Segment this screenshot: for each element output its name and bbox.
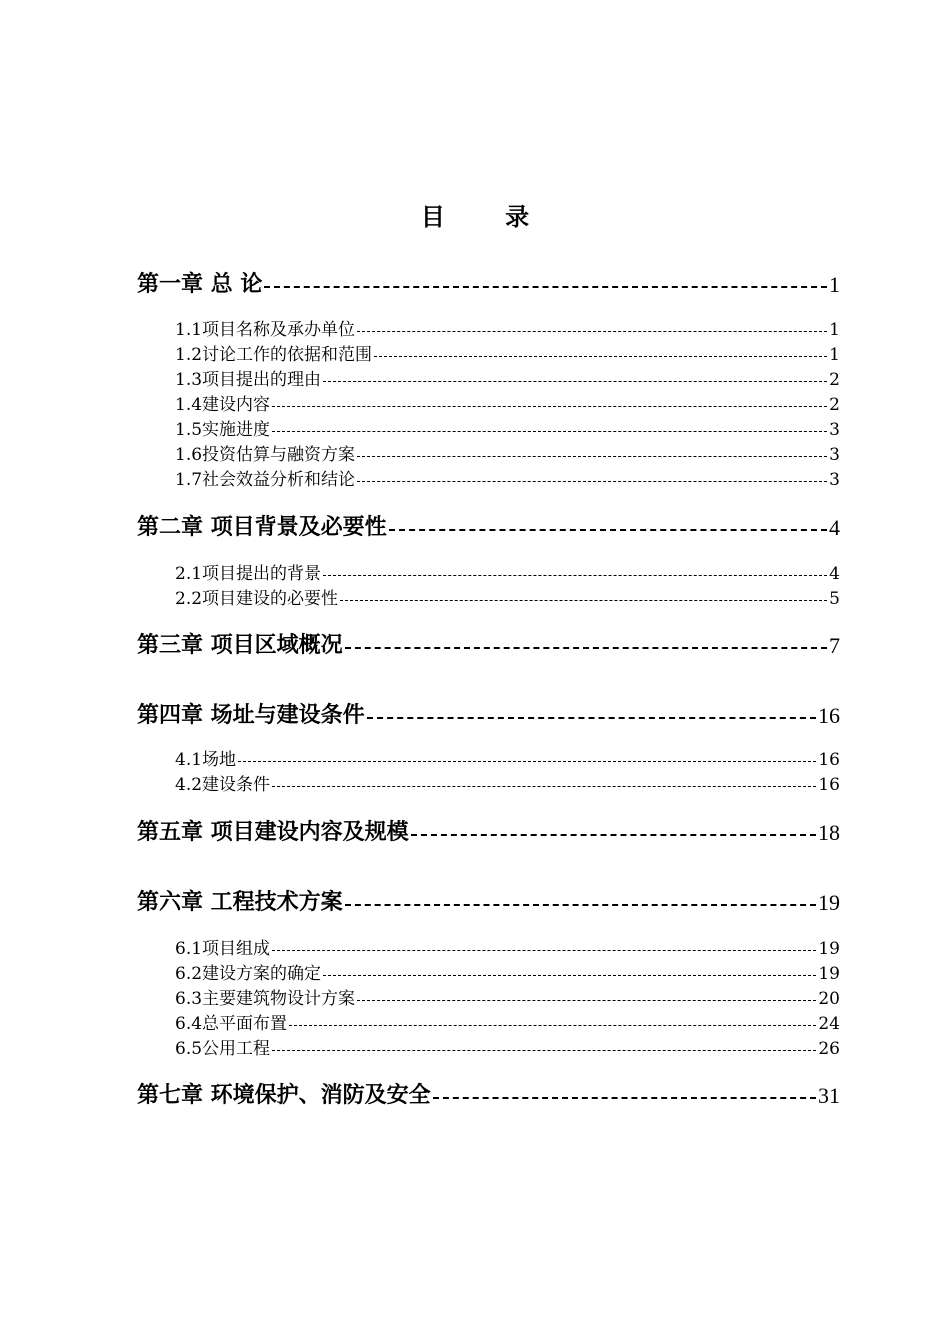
- toc-page-number: 2: [829, 370, 840, 390]
- toc-leader: [357, 1000, 816, 1001]
- toc-chapter-title: 第二章 项目背景及必要性: [137, 515, 387, 540]
- toc-chapter-6[interactable]: [137, 886, 840, 916]
- toc-section-1-7[interactable]: [175, 468, 840, 490]
- toc-page-number: 1: [829, 320, 840, 340]
- toc-page-number: 4: [829, 515, 840, 540]
- toc-page-number: 1: [829, 272, 840, 297]
- toc-chapter-title: 第六章 工程技术方案: [137, 890, 343, 915]
- toc-page-number: 26: [818, 1039, 840, 1059]
- toc-section-title: 2.2项目建设的必要性: [175, 589, 339, 609]
- toc-leader: [357, 481, 827, 482]
- toc-section-title: 6.4总平面布置: [175, 1014, 288, 1034]
- toc-section-title: 1.3项目提出的理由: [175, 370, 322, 390]
- toc-section-2-2[interactable]: [175, 587, 840, 609]
- toc-page-number: 16: [818, 775, 840, 795]
- toc-leader: [340, 600, 827, 601]
- toc-leader: [272, 406, 827, 407]
- toc-leader: [272, 431, 827, 432]
- toc-section-6-5[interactable]: [175, 1037, 840, 1059]
- toc-section-title: 6.3主要建筑物设计方案: [175, 989, 356, 1009]
- toc-section-6-1[interactable]: [175, 937, 840, 959]
- toc-page-number: 31: [818, 1083, 840, 1108]
- toc-section-6-4[interactable]: [175, 1012, 840, 1034]
- toc-leader: [374, 356, 827, 357]
- toc-page-number: 24: [818, 1014, 840, 1034]
- toc-leader: [238, 761, 816, 762]
- toc-section-title: 1.2讨论工作的依据和范围: [175, 345, 373, 365]
- toc-leader: [345, 647, 827, 649]
- toc-chapter-title: 第一章 总 论: [137, 272, 263, 297]
- toc-section-title: 1.5实施进度: [175, 420, 271, 440]
- toc-section-title: 4.1场地: [175, 750, 237, 770]
- toc-section-1-2[interactable]: [175, 343, 840, 365]
- toc-section-6-2[interactable]: [175, 962, 840, 984]
- toc-leader: [272, 950, 816, 951]
- toc-leader: [345, 904, 816, 906]
- toc-page-number: 16: [818, 750, 840, 770]
- toc-section-1-6[interactable]: [175, 443, 840, 465]
- toc-section-title: 1.4建设内容: [175, 395, 271, 415]
- toc-section-title: 4.2建设条件: [175, 775, 271, 795]
- toc-section-4-1[interactable]: [175, 748, 840, 770]
- toc-page-number: 19: [818, 964, 840, 984]
- toc-chapter-7[interactable]: [137, 1079, 840, 1109]
- toc-section-title: 1.7社会效益分析和结论: [175, 470, 356, 490]
- toc-leader: [323, 975, 816, 976]
- toc-page-number: 19: [818, 939, 840, 959]
- toc-chapter-2[interactable]: [137, 511, 840, 541]
- toc-leader: [272, 786, 816, 787]
- toc-section-6-3[interactable]: [175, 987, 840, 1009]
- toc-chapter-title: 第四章 场址与建设条件: [137, 703, 365, 728]
- toc-page-number: 3: [829, 445, 840, 465]
- toc-leader: [433, 1097, 816, 1099]
- toc-section-1-5[interactable]: [175, 418, 840, 440]
- toc-leader: [323, 575, 827, 576]
- toc-chapter-1[interactable]: [137, 268, 840, 298]
- toc-page-number: 19: [818, 890, 840, 915]
- toc-page-number: 3: [829, 470, 840, 490]
- toc-leader: [264, 286, 827, 288]
- toc-section-title: 1.1项目名称及承办单位: [175, 320, 356, 340]
- toc-page-number: 16: [818, 703, 840, 728]
- toc-leader: [357, 331, 827, 332]
- toc-page-number: 7: [829, 633, 840, 658]
- toc-leader: [272, 1050, 816, 1051]
- toc-page-number: 1: [829, 345, 840, 365]
- toc-section-title: 1.6投资估算与融资方案: [175, 445, 356, 465]
- toc-page-number: 5: [829, 589, 840, 609]
- toc-section-title: 6.1项目组成: [175, 939, 271, 959]
- toc-section-1-3[interactable]: [175, 368, 840, 390]
- toc-leader: [389, 529, 827, 531]
- toc-leader: [323, 381, 827, 382]
- toc-section-4-2[interactable]: [175, 773, 840, 795]
- toc-chapter-title: 第七章 环境保护、消防及安全: [137, 1083, 431, 1108]
- toc-page-number: 4: [829, 564, 840, 584]
- toc-chapter-4[interactable]: [137, 699, 840, 729]
- toc-page-number: 2: [829, 395, 840, 415]
- toc-section-title: 6.5公用工程: [175, 1039, 271, 1059]
- toc-section-title: 2.1项目提出的背景: [175, 564, 322, 584]
- page-title: 目 录: [420, 203, 556, 231]
- toc-chapter-title: 第三章 项目区域概况: [137, 633, 343, 658]
- toc-chapter-5[interactable]: [137, 816, 840, 846]
- toc-leader: [367, 717, 816, 719]
- toc-chapter-title: 第五章 项目建设内容及规模: [137, 820, 409, 845]
- toc-leader: [411, 834, 816, 836]
- toc-page-number: 20: [818, 989, 840, 1009]
- toc-section-1-1[interactable]: [175, 318, 840, 340]
- toc-section-1-4[interactable]: [175, 393, 840, 415]
- toc-page-number: 18: [818, 820, 840, 845]
- toc-section-title: 6.2建设方案的确定: [175, 964, 322, 984]
- toc-page-number: 3: [829, 420, 840, 440]
- toc-leader: [357, 456, 827, 457]
- toc-section-2-1[interactable]: [175, 562, 840, 584]
- toc-leader: [289, 1025, 816, 1026]
- toc-chapter-3[interactable]: [137, 629, 840, 659]
